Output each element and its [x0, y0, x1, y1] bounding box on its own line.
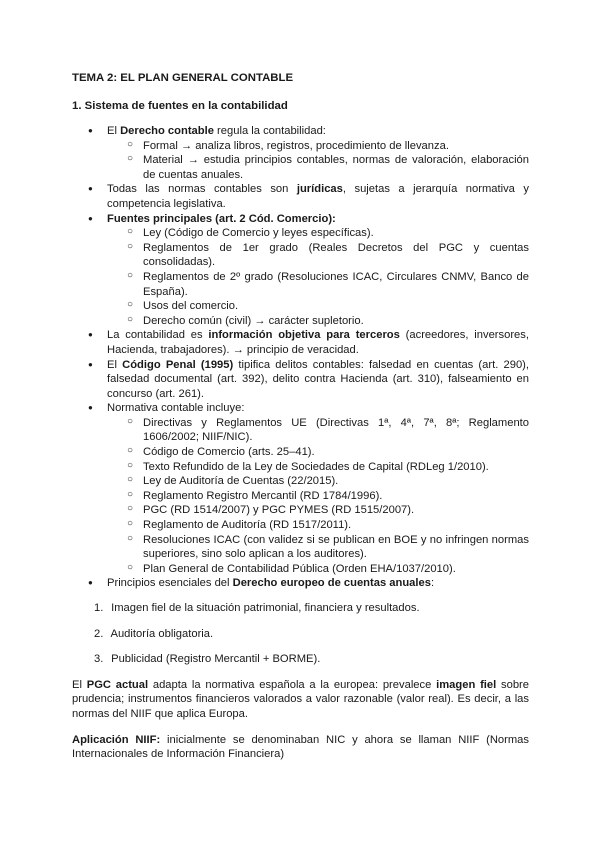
- numbered-list: [72, 601, 529, 667]
- bullet-principios-europeos: ● Principios esenciales del Derecho europeo de cuentas anuales:: [107, 576, 529, 591]
- paragraph-aplicacion-niif: Aplicación NIIF: inicialmente se denominaban NIC y ahora se llaman NIIF (Normas Internacionales de Información Financiera): [72, 733, 529, 761]
- sub-item: ○ Plan General de Contabilidad Pública (Orden EHA/1037/2010).: [143, 562, 529, 577]
- section-heading: 1. Sistema de fuentes en la contabilidad: [72, 100, 288, 112]
- sub-item: ○ Resoluciones ICAC (con validez si se publican en BOE y no infringen normas superiores, sino solo aplican a los auditores).: [143, 533, 529, 562]
- numbered-item: 2. Auditoría obligatoria.: [94, 627, 214, 640]
- sub-item: ○ PGC (RD 1514/2007) y PGC PYMES (RD 1515/2007).: [143, 503, 529, 518]
- sub-item: ○ Material → estudia principios contables, normas de valoración, elaboración de cuentas anuales.: [143, 153, 529, 182]
- sub-item: ○ Reglamento Registro Mercantil (RD 1784/1996).: [143, 489, 529, 504]
- sub-item: ○ Ley (Código de Comercio y leyes específicas).: [143, 226, 529, 241]
- sub-item: ○ Reglamentos de 2º grado (Resoluciones ICAC, Circulares CNMV, Banco de España).: [143, 270, 529, 299]
- sub-item: ○ Ley de Auditoría de Cuentas (22/2015).: [143, 474, 529, 489]
- sub-item: ○ Directivas y Reglamentos UE (Directivas 1ª, 4ª, 7ª, 8ª; Reglamento 1606/2002; NIIF/NIC).: [143, 416, 529, 445]
- sub-item: ○ Código de Comercio (arts. 25–41).: [143, 445, 529, 460]
- bullet-normativa-contable: ● Normativa contable incluye: ○ Directivas y Reglamentos UE (Directivas 1ª, 4ª, 7ª, 8ª; Reglamento 1606/2002; NIIF/NIC). ○ Código de Comercio (arts. 25–41). ○ Texto Refundido de la Ley de Sociedades de Capital (RDLeg 1/2010). ○ Ley de Auditoría de Cuentas (22/2015). ○ Reglamento Registro Mercantil (RD 1784/1996). ○ PGC (RD 1514/2007) y PGC PYMES (RD 1515/2007). ○ Reglamento de Auditoría (RD 1517/2011). ○ Resoluciones ICAC (con validez si se publican en BOE y no infringen normas superiores, sino solo aplican a los auditores). ○ Plan General de Contabilidad Pública (Orden EHA/1037/2010).: [107, 401, 529, 576]
- bullet-normas-juridicas: ● Todas las normas contables son jurídicas, sujetas a jerarquía normativa y competencia legislativa.: [107, 182, 529, 211]
- bullet-codigo-penal: ● El Código Penal (1995) tipifica delitos contables: falsedad en cuentas (art. 290), falsedad documental (art. 392), delito contra Hacienda (art. 310), falseamiento en concurso (art. 261).: [107, 358, 529, 402]
- document-title: TEMA 2: EL PLAN GENERAL CONTABLE: [72, 72, 294, 84]
- bullet-fuentes-principales: ● Fuentes principales (art. 2 Cód. Comercio): ○ Ley (Código de Comercio y leyes específicas). ○ Reglamentos de 1er grado (Reales Decretos del PGC y cuentas consolidadas). ○ Reglamentos de 2º grado (Resoluciones ICAC, Circulares CNMV, Banco de España). ○ Usos del comercio. ○ Derecho común (civil) → carácter supletorio.: [107, 212, 529, 329]
- sub-item: ○ Usos del comercio.: [143, 299, 529, 314]
- bullet-derecho-contable: ● El Derecho contable regula la contabilidad: ○ Formal → analiza libros, registros, procedimiento de llevanza. ○ Material → estudia principios contables, normas de valoración, elaboración de cuentas anuales.: [107, 124, 529, 182]
- sub-item: ○ Reglamentos de 1er grado (Reales Decretos del PGC y cuentas consolidadas).: [143, 241, 529, 270]
- numbered-item: 3. Publicidad (Registro Mercantil + BORME).: [94, 653, 321, 666]
- sub-list-normativa: [107, 416, 529, 577]
- main-bullet-list: [72, 124, 529, 591]
- sub-item: ○ Derecho común (civil) → carácter supletorio.: [143, 314, 529, 329]
- sub-list-derecho-contable: [107, 139, 529, 183]
- bullet-informacion-objetiva: ● La contabilidad es información objetiva para terceros (acreedores, inversores, Hacienda, trabajadores). → principio de veracidad.: [107, 328, 529, 357]
- paragraph-pgc-actual: El PGC actual adapta la normativa española a la europea: prevalece imagen fiel sobre prudencia; instrumentos financieros valorados a valor razonable (valor real). Es decir, a las normas del NIIF que aplica Europa.: [72, 678, 529, 720]
- sub-list-fuentes: [107, 226, 529, 328]
- numbered-item: 1. Imagen fiel de la situación patrimonial, financiera y resultados.: [94, 602, 420, 614]
- sub-item: ○ Texto Refundido de la Ley de Sociedades de Capital (RDLeg 1/2010).: [143, 460, 529, 475]
- sub-item: ○ Reglamento de Auditoría (RD 1517/2011).: [143, 518, 529, 533]
- sub-item: ○ Formal → analiza libros, registros, procedimiento de llevanza.: [143, 139, 529, 154]
